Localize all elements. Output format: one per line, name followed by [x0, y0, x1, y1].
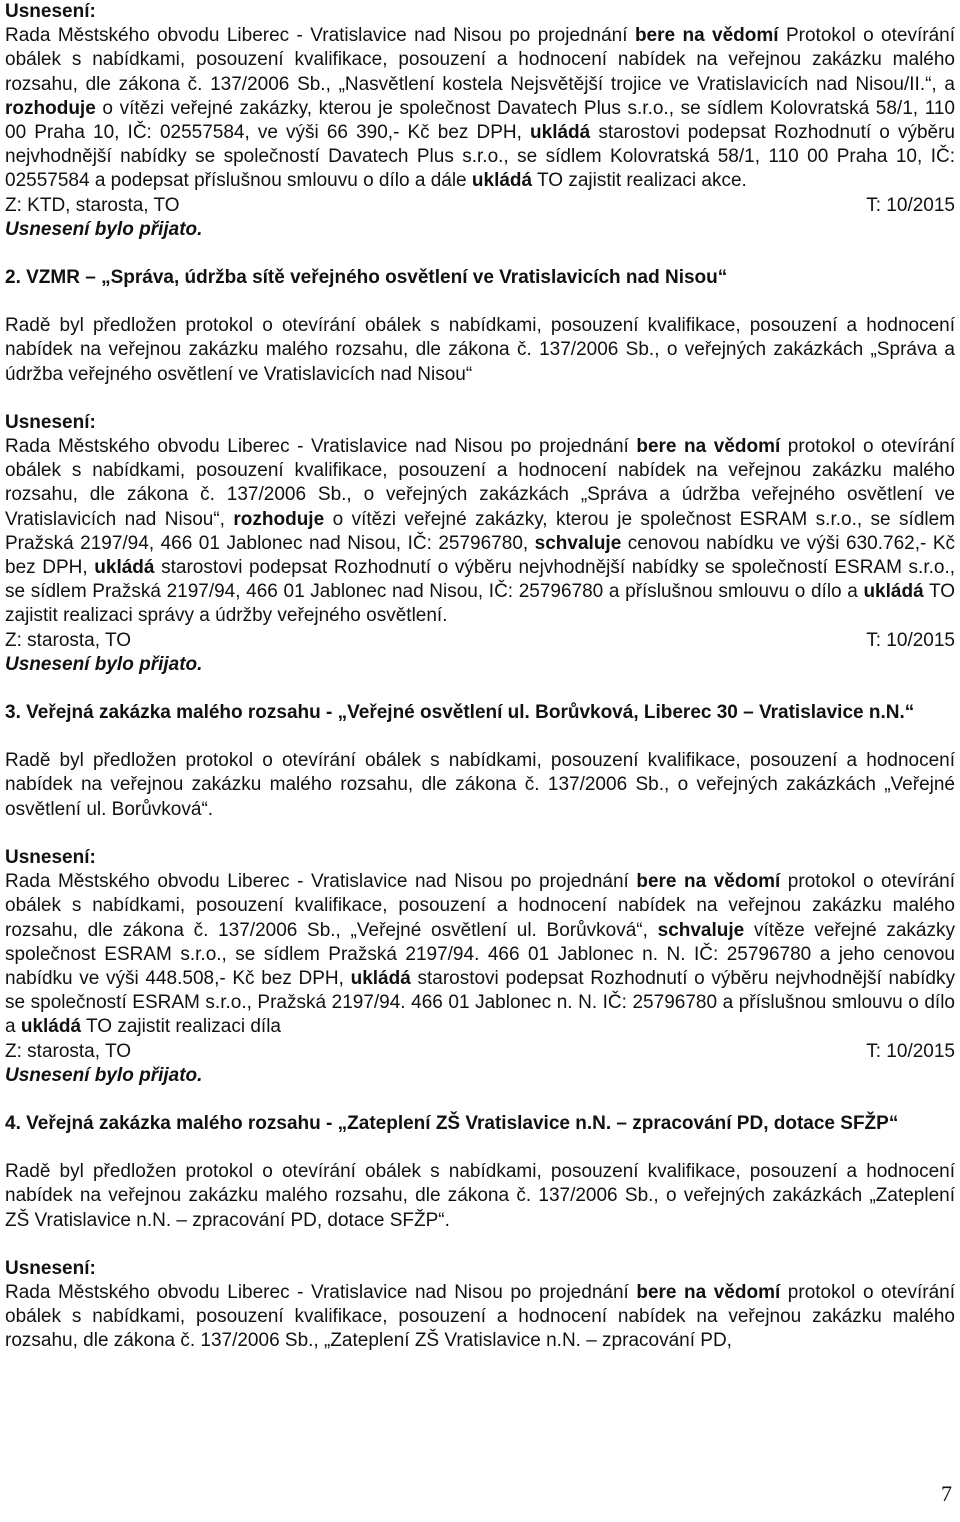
resolution-text: [5, 870, 955, 1039]
deadline: T: 10/2015: [866, 629, 955, 651]
bold-text-segment: ukládá: [20, 1016, 82, 1038]
bold-text-segment: bere na vědomí: [636, 436, 781, 458]
deadline: T: 10/2015: [866, 194, 955, 216]
bold-text-segment: ukládá: [471, 170, 533, 192]
section-intro: Radě byl předložen protokol o otevírání obálek s nabídkami, posouzení kvalifikace, posouzení a hodnocení nabídek na veřejnou zakázku malého rozsahu, dle zákona č. 137/2006 Sb., o veřejných zakázkách „Veřejné osvětlení ul. Borůvková“.: [5, 750, 955, 820]
section-intro: Radě byl předložen protokol o otevírání obálek s nabídkami, posouzení kvalifikace, posouzení a hodnocení nabídek na veřejnou zakázku malého rozsahu, dle zákona č. 137/2006 Sb., o veřejných zakázkách „Správa a údržba veřejného osvětlení ve Vratislavicích nad Nisou“: [5, 315, 955, 385]
text-segment: vítěze veřejné zakázky společnost ESRAM s.r.o., se sídlem Pražská 2197/94. 466 01 Jablonec n. N. IČ: 25796780 a jeho cenovou nabídku ve výši 448.508,- Kč bez DPH,: [5, 919, 955, 989]
text-segment: o vítězi veřejné zakázky, kterou je společnost Davatech Plus s.r.o., se sídlem Kolovratská 58/1, 110 00 Praha 10, IČ: 02557584, ve výši 66 390,- Kč bez DPH,: [5, 97, 955, 144]
responsible: Z: KTD, starosta, TO: [5, 194, 180, 216]
text-segment: Protokol o otevírání obálek s nabídkami, posouzení kvalifikace, posouzení a hodnocení nabídek na veřejnou zakázku malého rozsahu, dle zákona č. 137/2006 Sb., „Nasvětlení kostela Nejsvětější trojice ve Vratislavicích nad Nisou/II.“, a: [5, 25, 955, 95]
text-segment: starostovi podepsat Rozhodnutí o výběru nejvhodnější nabídky se společností ESRAM s.r.o., se sídlem Pražská 2197/94, 466 01 Jablonec nad Nisou, IČ: 25796780 a příslušnou smlouvu o dílo a: [5, 557, 955, 603]
section-heading: 3. Veřejná zakázka malého rozsahu - „Veřejné osvětlení ul. Borůvková, Liberec 30 – Vratislavice n.N.“: [5, 702, 915, 724]
bold-text-segment: bere na vědomí: [636, 871, 781, 893]
bold-text-segment: schvaluje: [657, 919, 745, 941]
bold-text-segment: bere na vědomí: [634, 25, 779, 47]
bold-text-segment: ukládá: [94, 557, 155, 579]
section-4: [5, 1112, 955, 1354]
resolution-label: Usnesení:: [5, 1, 96, 22]
text-segment: Rada Městského obvodu Liberec - Vratislavice nad Nisou po projednání: [5, 1281, 637, 1303]
responsible: Z: starosta, TO: [5, 1040, 132, 1062]
responsible: Z: starosta, TO: [5, 629, 132, 651]
text-segment: protokol o otevírání obálek s nabídkami, posouzení kvalifikace, posouzení a hodnocení nabídek na veřejnou zakázku malého rozsahu, dle zákona č. 137/2006 Sb., „Zateplení ZŠ Vratislavice n.N. – zpracování PD,: [5, 1281, 955, 1352]
bold-text-segment: rozhoduje: [233, 508, 325, 530]
text-segment: starostovi podepsat Rozhodnutí o výběru nejvhodnější nabídky se společností ESRAM s.r.o., Pražská 2197/94. 466 01 Jablonec n. N. IČ: 25796780 a příslušnou smlouvu o dílo a: [5, 967, 955, 1038]
bold-text-segment: – „Správa, údržba sítě veřejného osvětlení ve Vratislavicích nad Nisou“: [85, 267, 728, 289]
resolution-label: Usnesení:: [5, 411, 96, 433]
text-segment: cenovou nabídku ve výši 630.762,- Kč bez DPH,: [5, 532, 955, 579]
resolution-text: [5, 1281, 955, 1354]
resolution-text: [5, 435, 955, 629]
deadline: T: 10/2015: [866, 1040, 955, 1062]
text-segment: protokol o otevírání obálek s nabídkami, posouzení kvalifikace, posouzení a hodnocení nabídek na veřejnou zakázku malého rozsahu, dle zákona č. 137/2006 Sb., o veřejných zakázkách „Správa a údržba veřejného osvětlení ve Vratislavicích nad Nisou“,: [5, 436, 955, 530]
text-segment: TO zajistit realizaci správy a údržby veřejného osvětlení.: [5, 581, 955, 627]
text-segment: Rada Městského obvodu Liberec - Vratislavice nad Nisou po projednání: [5, 25, 635, 47]
section-1: [5, 0, 955, 242]
bold-text-segment: schvaluje: [534, 532, 622, 554]
resolution-text: [5, 24, 955, 193]
resolution-accepted: Usnesení bylo přijato.: [5, 218, 203, 240]
section-3: [5, 701, 955, 1088]
bold-text-segment: rozhoduje: [5, 97, 96, 119]
text-segment: o vítězi veřejné zakázky, kterou je společnost ESRAM s.r.o., se sídlem Pražská 2197/94, 466 01 Jablonec nad Nisou, IČ: 25796780,: [5, 508, 955, 554]
bold-text-segment: ukládá: [863, 581, 924, 603]
text-segment: Rada Městského obvodu Liberec - Vratislavice nad Nisou po projednání: [5, 436, 637, 458]
responsibility-row: [5, 194, 955, 218]
section-heading: [5, 266, 955, 290]
text-segment: Rada Městského obvodu Liberec - Vratislavice nad Nisou po projednání: [5, 871, 637, 893]
page-number: 7: [941, 1481, 952, 1506]
text-segment: protokol o otevírání obálek s nabídkami, posouzení kvalifikace, posouzení a hodnocení nabídek na veřejnou zakázku malého rozsahu, dle zákona č. 137/2006 Sb., „Veřejné osvětlení ul. Borůvková“,: [5, 871, 955, 941]
text-segment: starostovi podepsat Rozhodnutí o výběru nejvhodnější nabídky se společností Davatech Plus s.r.o., se sídlem Kolovratská 58/1, 110 00 Praha 10, IČ: 02557584 a podepsat příslušnou smlouvu o dílo a dále: [5, 122, 955, 192]
section-intro: Radě byl předložen protokol o otevírání obálek s nabídkami, posouzení kvalifikace, posouzení a hodnocení nabídek na veřejnou zakázku malého rozsahu, dle zákona č. 137/2006 Sb., o veřejných zakázkách „Zateplení ZŠ Vratislavice n.N. – zpracování PD, dotace SFŽP“.: [5, 1161, 955, 1231]
bold-text-segment: ukládá: [350, 967, 411, 989]
bold-text-segment: ukládá: [530, 122, 591, 144]
text-segment: TO zajistit realizaci díla: [81, 1016, 281, 1038]
section-2: [5, 266, 955, 677]
responsibility-row: [5, 1040, 955, 1064]
section-heading: 4. Veřejná zakázka malého rozsahu - „Zateplení ZŠ Vratislavice n.N. – zpracování PD, dotace SFŽP“: [5, 1112, 899, 1134]
resolution-accepted: Usnesení bylo přijato.: [5, 653, 203, 675]
responsibility-row: [5, 629, 955, 653]
resolution-label: Usnesení:: [5, 1257, 96, 1279]
resolution-label: Usnesení:: [5, 846, 96, 868]
text-segment: TO zajistit realizaci akce.: [532, 170, 747, 192]
resolution-accepted: Usnesení bylo přijato.: [5, 1064, 203, 1086]
bold-text-segment: bere na vědomí: [636, 1281, 781, 1303]
bold-text-segment: 2. VZMR: [5, 267, 86, 289]
